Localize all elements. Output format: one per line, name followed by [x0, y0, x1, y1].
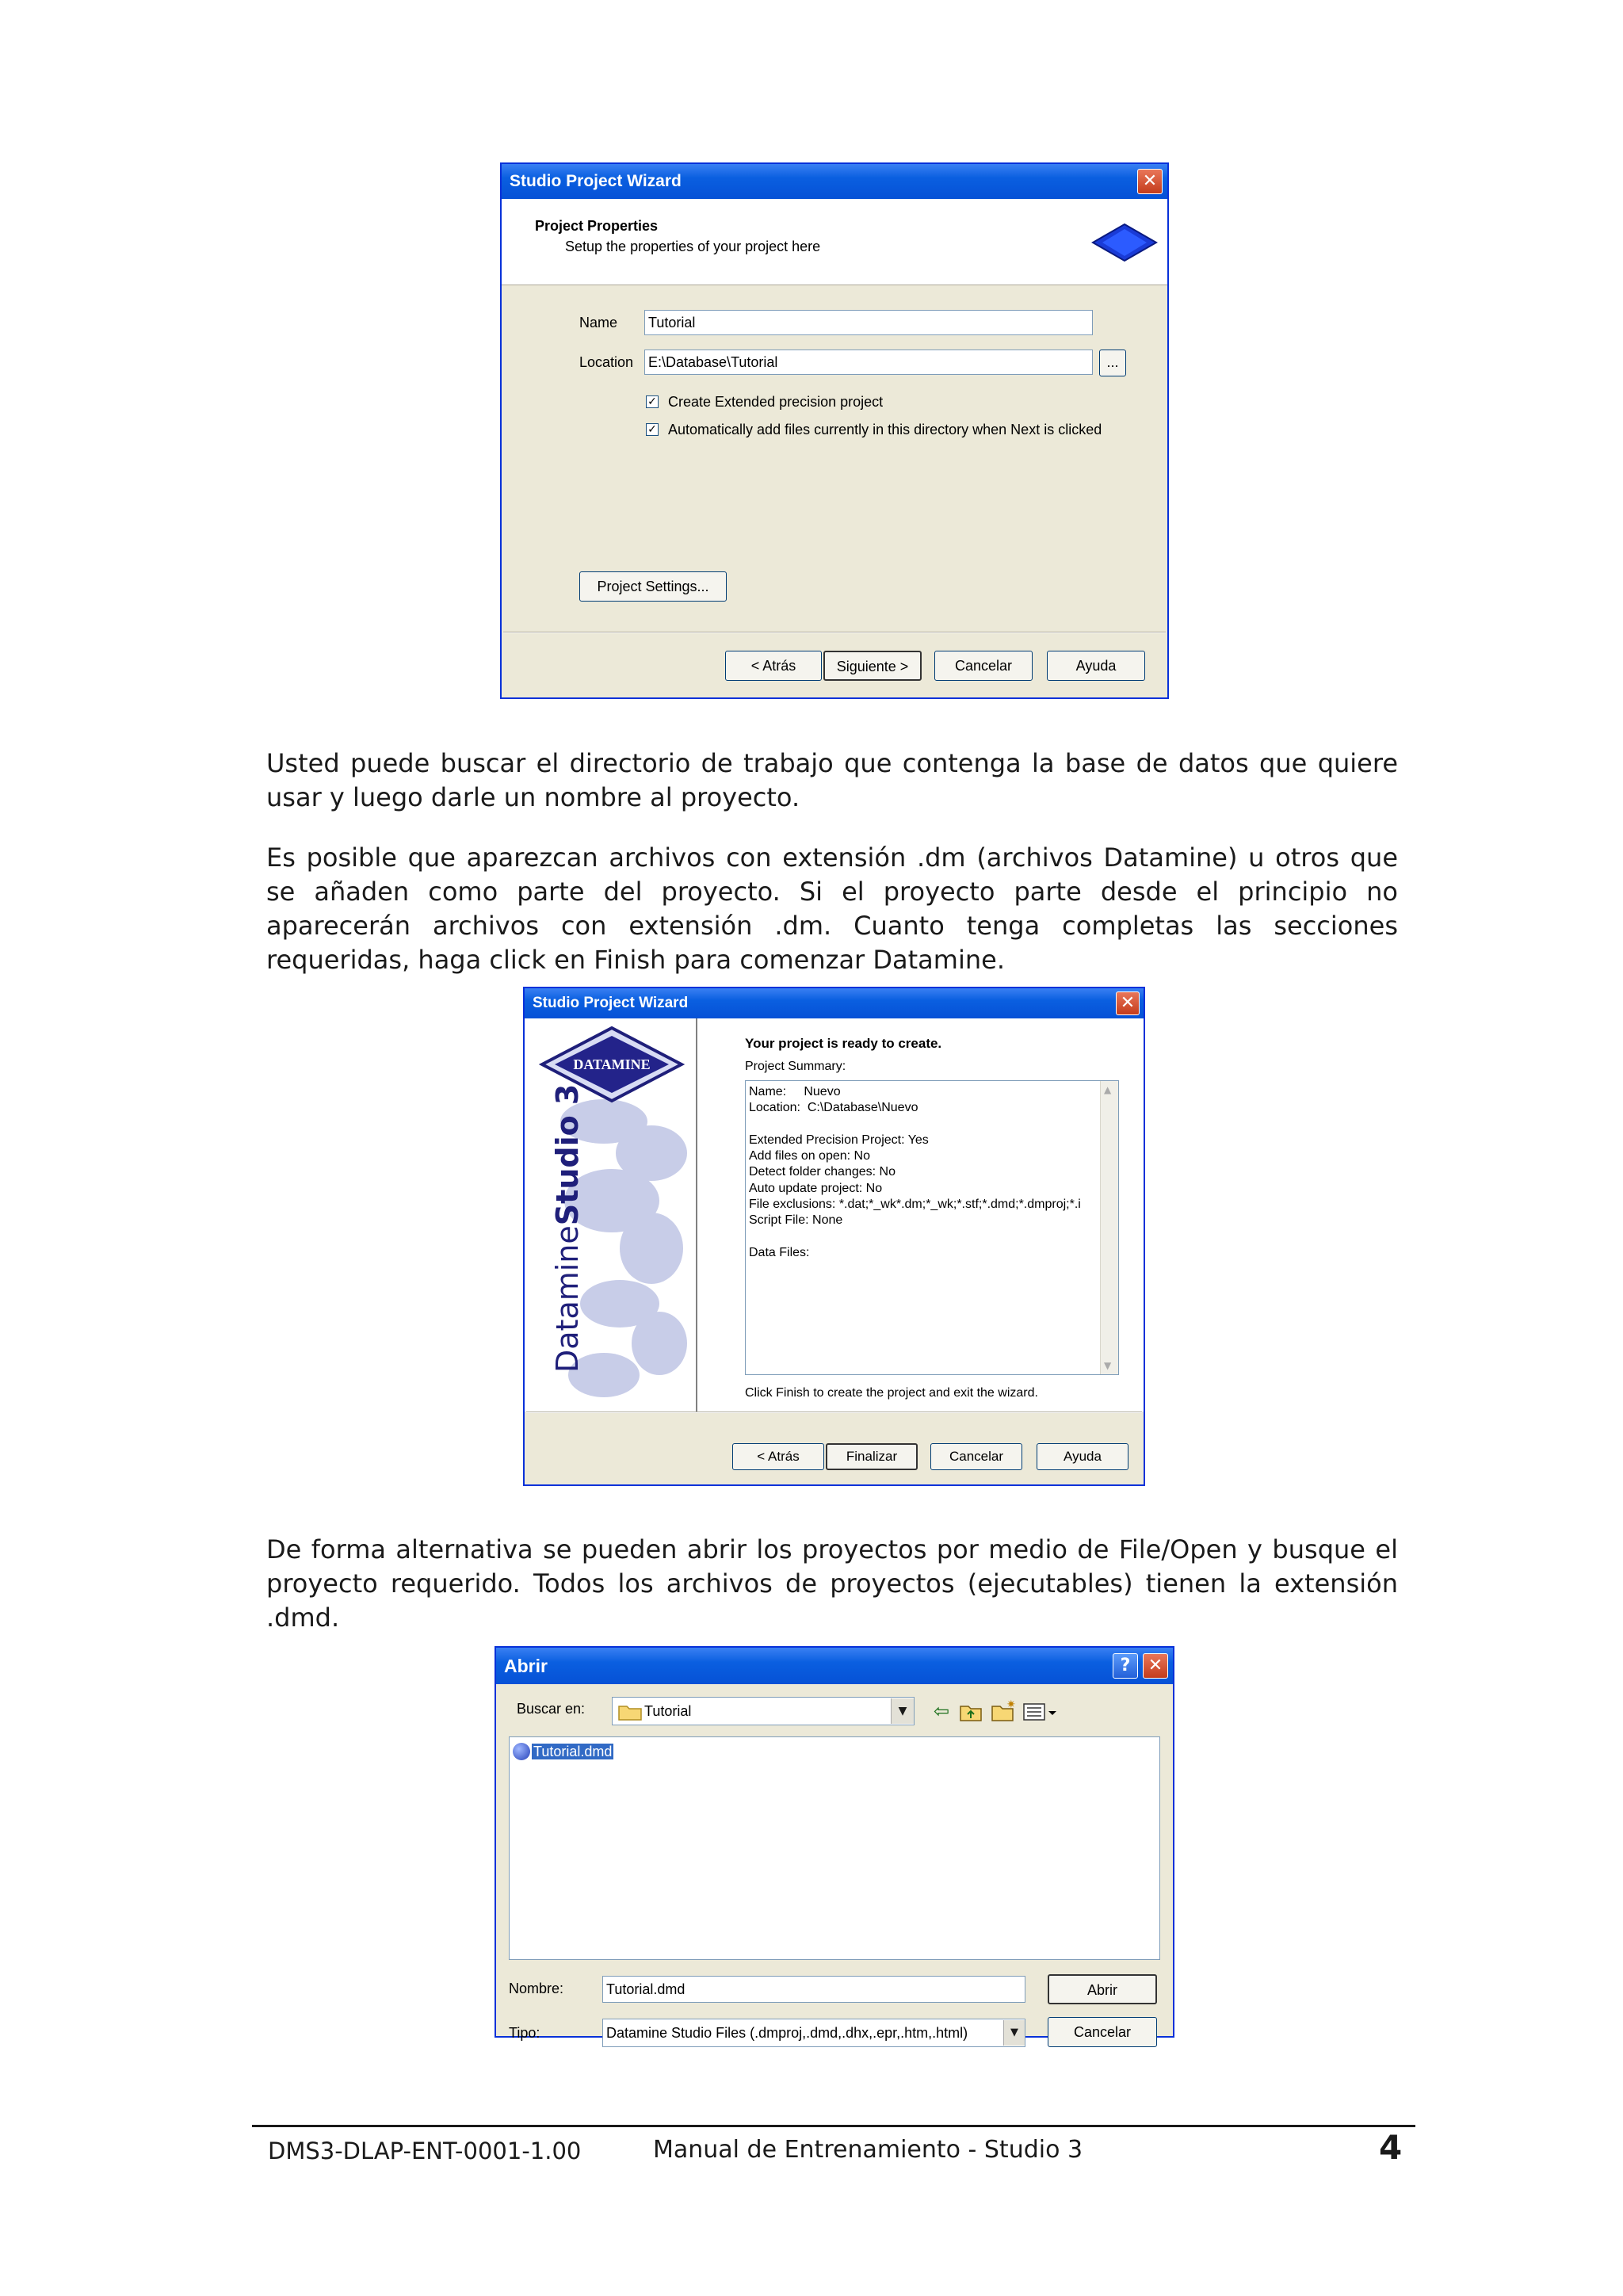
wizard2-titlebar[interactable]: [525, 988, 1144, 1018]
summary-line: Auto update project: No: [749, 1181, 883, 1195]
back-button[interactable]: < Atrás: [732, 1443, 824, 1470]
wizard2-title: Studio Project Wizard: [533, 995, 689, 1011]
wizard1-header-subtitle: Setup the properties of your project here: [565, 239, 821, 254]
summary-scrollbar[interactable]: [1100, 1081, 1118, 1374]
brand-vertical-text: [550, 1072, 585, 1373]
wizard1-header-title: Project Properties: [535, 218, 659, 234]
open-dialog-window: [495, 1646, 1174, 2041]
auto-add-files-label: Automatically add files currently in this directory when Next is clicked: [668, 422, 1102, 437]
brand-light: Datamine: [550, 1225, 585, 1373]
file-list[interactable]: [509, 1736, 1160, 1960]
brand-panel: [525, 1018, 697, 1412]
finish-hint: Click Finish to create the project and exit the wizard.: [745, 1386, 1038, 1400]
paragraph-2: Es posible que aparezcan archivos con extensión .dm (archivos Datamine) u otros que se añaden como parte del proyecto. Si el proyecto parte desde el principio no aparecerán archivos con extensión .dm. Cuanto tenga completas las secciones requeridas, haga click en Finish para comenzar Datamine.: [266, 842, 1398, 975]
close-icon[interactable]: ✕: [1143, 1653, 1168, 1679]
paragraph-1: Usted puede buscar el directorio de trabajo que contenga la base de datos que quiere usar y luego darle un nombre al proyecto.: [266, 748, 1398, 812]
close-icon[interactable]: ✕: [1116, 991, 1140, 1015]
cancel-button[interactable]: Cancelar: [934, 651, 1033, 681]
close-icon[interactable]: ✕: [1137, 169, 1163, 194]
view-menu-icon[interactable]: [1022, 1702, 1059, 1722]
dmd-file-icon: [513, 1743, 530, 1760]
summary-textbox[interactable]: [745, 1080, 1119, 1375]
footer-doc-code: DMS3-DLAP-ENT-0001-1.00: [268, 2137, 582, 2164]
wizard1-header: [502, 199, 1167, 285]
file-type-value: Datamine Studio Files (.dmproj,.dmd,.dhx,.epr,.htm,.html): [606, 2025, 968, 2041]
file-item[interactable]: [513, 1740, 613, 1763]
diamond-logo-icon: [1091, 223, 1158, 262]
auto-add-files-checkbox[interactable]: ✓: [646, 423, 659, 436]
new-folder-icon[interactable]: [991, 1698, 1018, 1722]
project-wizard-window-1: [500, 162, 1169, 699]
name-input[interactable]: Tutorial: [644, 310, 1093, 335]
chevron-down-icon[interactable]: ▼: [1003, 2020, 1025, 2046]
footer-rule: [252, 2125, 1415, 2127]
brand-bold: Studio 3: [550, 1083, 585, 1226]
scroll-up-icon[interactable]: ▲: [1104, 1084, 1112, 1095]
summary-line: Data Files:: [749, 1245, 810, 1259]
project-wizard-window-2: [523, 987, 1145, 1486]
next-button[interactable]: Siguiente >: [823, 651, 922, 681]
look-in-select[interactable]: [612, 1697, 915, 1725]
file-type-label: Tipo:: [509, 2025, 540, 2041]
look-in-value: Tutorial: [644, 1703, 692, 1719]
paragraph-3: De forma alternativa se pueden abrir los proyectos por medio de File/Open y busque el proyecto requerido. Todos los archivos de proyectos (ejecutables) tienen la extensión .dmd.: [266, 1534, 1398, 1633]
location-label: Location: [579, 354, 634, 370]
summary-content: [697, 1018, 1144, 1412]
up-folder-icon[interactable]: [959, 1702, 983, 1722]
wizard1-title: Studio Project Wizard: [510, 172, 682, 190]
summary-label: Project Summary:: [745, 1060, 846, 1073]
help-icon[interactable]: ?: [1113, 1653, 1138, 1679]
extended-precision-checkbox[interactable]: ✓: [646, 395, 659, 408]
extended-precision-label: Create Extended precision project: [668, 394, 884, 410]
summary-line: Location: C:\Database\Nuevo: [749, 1101, 918, 1115]
summary-lines: [749, 1084, 1098, 1261]
finish-button[interactable]: Finalizar: [826, 1443, 918, 1470]
back-arrow-icon[interactable]: ⇦: [933, 1700, 950, 1722]
footer-manual-title: Manual de Entrenamiento - Studio 3: [653, 2136, 1083, 2164]
ready-text: Your project is ready to create.: [745, 1036, 942, 1051]
scroll-down-icon[interactable]: ▼: [1104, 1360, 1112, 1371]
back-button[interactable]: < Atrás: [725, 651, 822, 681]
wizard2-divider: [526, 1412, 1142, 1413]
folder-icon: [618, 1703, 642, 1721]
summary-line: File exclusions: *.dat;*_wk*.dm;*_wk;*.stf;*.dmd;*.dmproj;*.i: [749, 1198, 1081, 1212]
summary-line: [749, 1117, 1098, 1133]
logo-text: DATAMINE: [573, 1056, 651, 1072]
cancel-button[interactable]: Cancelar: [1048, 2017, 1157, 2047]
wizard1-divider: [503, 632, 1166, 633]
location-input[interactable]: E:\Database\Tutorial: [644, 350, 1093, 375]
summary-line: Add files on open: No: [749, 1149, 870, 1163]
help-button[interactable]: Ayuda: [1047, 651, 1145, 681]
summary-line: Extended Precision Project: Yes: [749, 1133, 929, 1147]
name-label: Name: [579, 315, 618, 330]
help-button[interactable]: Ayuda: [1037, 1443, 1128, 1470]
file-type-select[interactable]: [602, 2019, 1025, 2047]
svg-text:✷: ✷: [1006, 1698, 1016, 1711]
project-settings-button[interactable]: Project Settings...: [579, 571, 727, 602]
open-title: Abrir: [504, 1656, 548, 1676]
file-item-label: Tutorial.dmd: [533, 1744, 613, 1759]
summary-line: Detect folder changes: No: [749, 1165, 896, 1179]
browse-button[interactable]: ...: [1099, 350, 1126, 376]
wizard1-titlebar[interactable]: [502, 164, 1167, 199]
summary-line: Script File: None: [749, 1213, 843, 1228]
open-titlebar[interactable]: [496, 1648, 1173, 1684]
file-name-input[interactable]: Tutorial.dmd: [602, 1976, 1025, 2003]
look-in-label: Buscar en:: [517, 1701, 586, 1717]
open-button[interactable]: Abrir: [1048, 1974, 1157, 2004]
cancel-button[interactable]: Cancelar: [930, 1443, 1022, 1470]
chevron-down-icon[interactable]: ▼: [891, 1698, 914, 1724]
footer-page-number: 4: [1379, 2128, 1403, 2167]
summary-line: Name: Nuevo: [749, 1085, 841, 1098]
summary-line: [749, 1229, 1098, 1245]
file-name-label: Nombre:: [509, 1981, 564, 1996]
